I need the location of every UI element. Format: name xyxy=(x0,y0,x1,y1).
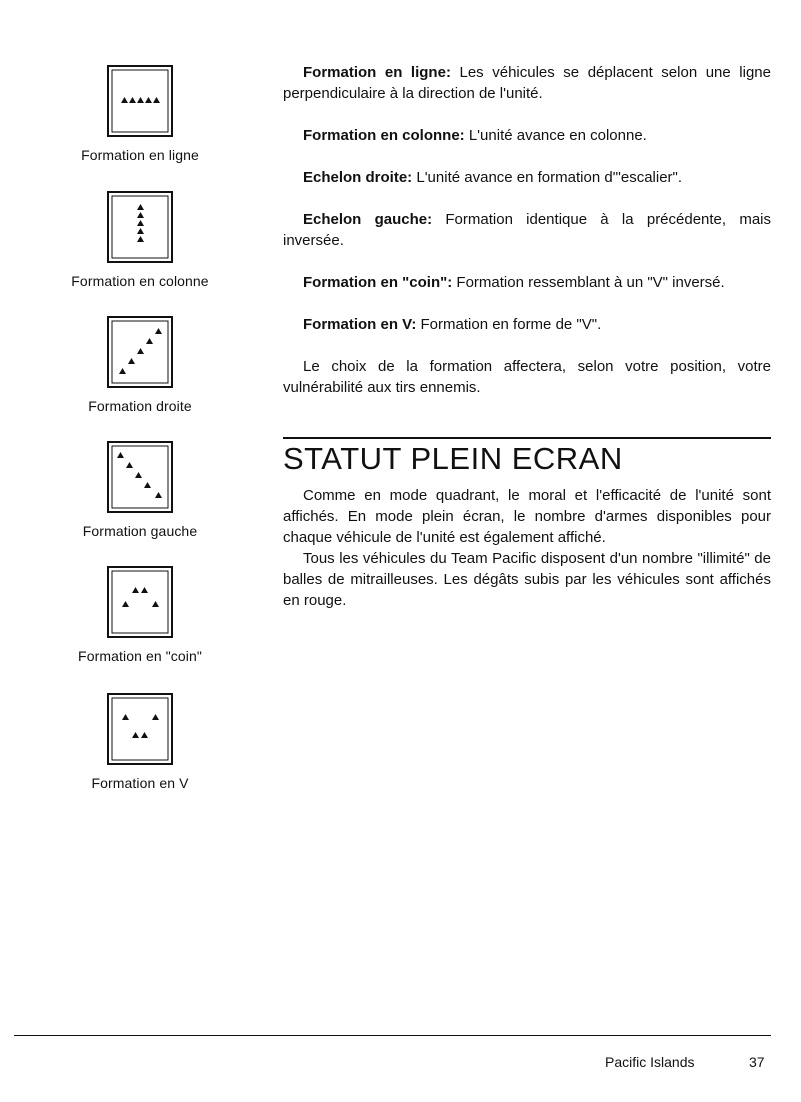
formation-gauche-icon xyxy=(100,436,180,516)
section-divider xyxy=(283,437,771,439)
term: Formation en "coin": xyxy=(303,274,453,291)
formation-v-paragraph xyxy=(283,314,771,335)
footer-title: Pacific Islands xyxy=(605,1054,695,1070)
formations-description xyxy=(283,62,771,419)
formation-v-icon xyxy=(100,688,180,768)
term: Formation en colonne: xyxy=(303,127,465,144)
formation-colonne-icon xyxy=(100,186,180,266)
section-paragraph: Comme en mode quadrant, le moral et l'efficacité de l'unité sont affichés. En mode plein écran, le nombre d'armes disponibles pour chaque véhicule de l'unité est également affiché. xyxy=(283,487,771,546)
definition: L'unité avance en formation d'"escalier". xyxy=(412,169,683,186)
term: Formation en ligne: xyxy=(303,64,451,81)
definition: Formation en forme de "V". xyxy=(416,316,602,333)
figure-formation-colonne xyxy=(40,186,240,289)
formation-coin-icon xyxy=(100,561,180,641)
formation-coin-paragraph xyxy=(283,272,771,293)
figure-caption: Formation en "coin" xyxy=(78,648,202,664)
figure-formation-droite xyxy=(40,311,240,414)
figure-caption: Formation en colonne xyxy=(71,273,209,289)
definition: Les véhicules se déplacent selon une ligne perpendiculaire à la direction de l'unité. xyxy=(283,64,771,102)
definition: L'unité avance en colonne. xyxy=(464,127,647,144)
figure-formation-ligne xyxy=(40,60,240,163)
echelon-gauche-paragraph xyxy=(283,209,771,251)
section-paragraph: Tous les véhicules du Team Pacific disposent d'un nombre "illimité" de balles de mitrailleuses. Les dégâts subis par les véhicules sont affichés en rouge. xyxy=(283,550,771,609)
formation-ligne-icon xyxy=(100,60,180,140)
echelon-droite-paragraph xyxy=(283,167,771,188)
formation-colonne-paragraph xyxy=(283,125,771,146)
section-body xyxy=(283,485,771,611)
term: Echelon droite: xyxy=(303,169,413,186)
formation-droite-icon xyxy=(100,311,180,391)
footer-divider xyxy=(14,1035,771,1036)
formation-ligne-paragraph xyxy=(283,62,771,104)
figure-formation-v xyxy=(40,688,240,791)
figure-caption: Formation en ligne xyxy=(81,147,199,163)
figure-caption: Formation gauche xyxy=(82,523,198,539)
definition: Formation identique à la précédente, mais inversée. xyxy=(283,211,772,249)
page-number: 37 xyxy=(749,1054,765,1070)
figure-caption: Formation en V xyxy=(91,775,189,791)
figure-formation-coin xyxy=(40,561,240,664)
definition: Formation ressemblant à un "V" inversé. xyxy=(452,274,725,291)
term: Echelon gauche: xyxy=(303,211,433,228)
choice-paragraph: Le choix de la formation affectera, selon votre position, votre vulnérabilité aux tirs ennemis. xyxy=(283,358,771,396)
section-title: STATUT PLEIN ECRAN xyxy=(283,441,623,476)
figure-formation-gauche xyxy=(40,436,240,539)
figure-caption: Formation droite xyxy=(88,398,192,414)
term: Formation en V: xyxy=(303,316,417,333)
